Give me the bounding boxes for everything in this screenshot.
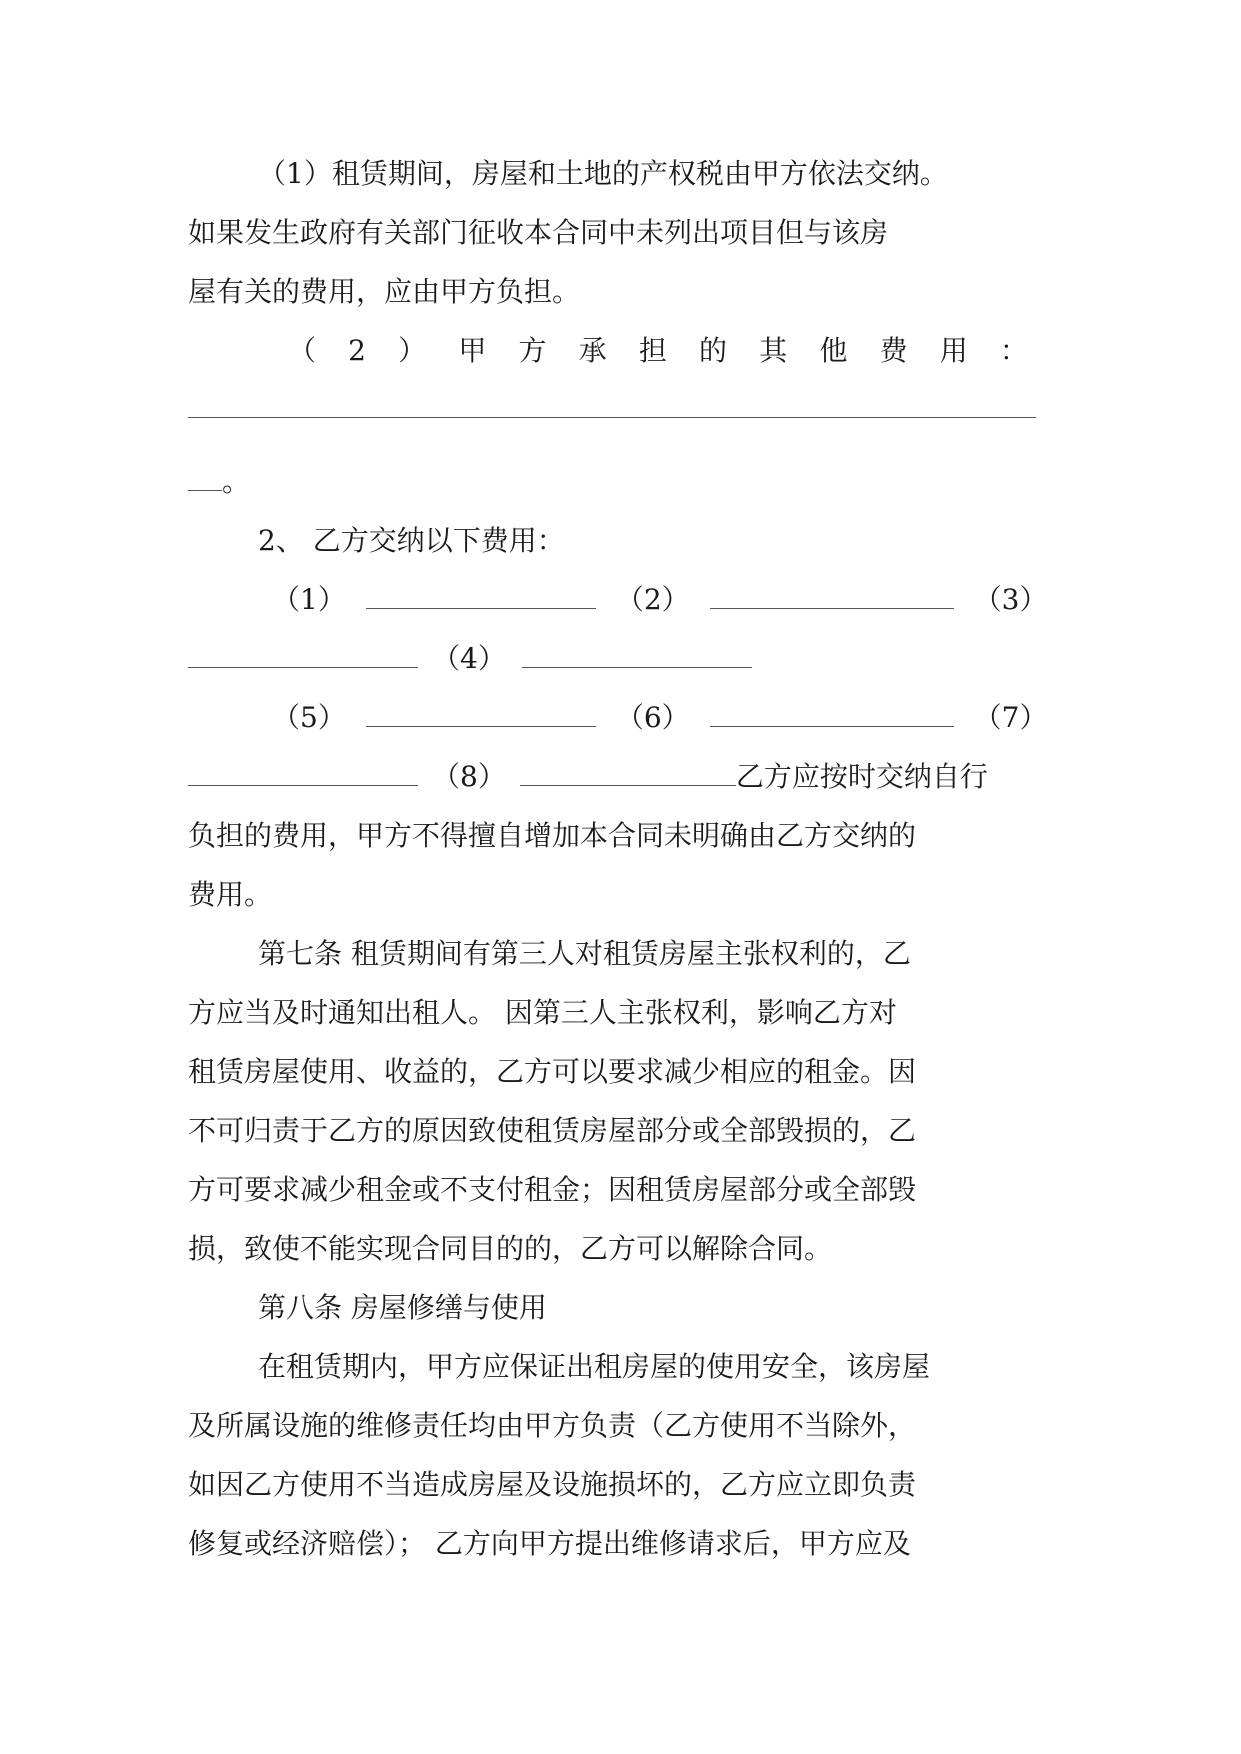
- spaced-heading-line: [288, 331, 1028, 371]
- fill-in-blank: [366, 582, 596, 609]
- fill-in-blank: [520, 759, 736, 786]
- period: 。: [222, 465, 251, 498]
- spaced-char: 担: [638, 334, 667, 367]
- spaced-char: 方: [518, 334, 547, 367]
- spaced-char: 费: [879, 334, 908, 367]
- spaced-char: （: [288, 334, 317, 367]
- fee-line: [272, 698, 1047, 738]
- spaced-char: ）: [398, 334, 427, 367]
- fee-label: （6）: [615, 701, 690, 734]
- fee-label: （5）: [272, 701, 346, 734]
- fill-in-blank: [710, 700, 954, 727]
- paragraph-line: （1）租赁期间，房屋和土地的产权税由甲方依法交纳。: [258, 157, 948, 190]
- fee-label: （4）: [432, 642, 506, 675]
- fee-label: （8）: [432, 760, 506, 793]
- paragraph-line: 负担的费用，甲方不得擅自增加本合同未明确由乙方交纳的: [188, 819, 917, 852]
- paragraph-line: 不可归责于乙方的原因致使租赁房屋部分或全部毁损的，乙: [188, 1114, 917, 1147]
- fee-label: （7）: [973, 701, 1048, 734]
- paragraph-line: 在租赁期内，甲方应保证出租房屋的使用安全，该房屋: [258, 1350, 931, 1383]
- spaced-char: 的: [699, 334, 728, 367]
- fee-tail-text: 乙方应按时交纳自行: [735, 760, 988, 793]
- paragraph-line: [188, 462, 250, 502]
- fill-in-blank: [188, 464, 222, 491]
- fee-label: （1）: [272, 583, 346, 616]
- spaced-char: 承: [578, 334, 607, 367]
- paragraph-line: 损，致使不能实现合同目的的，乙方可以解除合同。: [188, 1232, 833, 1265]
- paragraph-line: 如果发生政府有关部门征收本合同中未列出项目但与该房: [188, 216, 889, 249]
- spaced-char: 甲: [458, 334, 487, 367]
- paragraph-line: 方应当及时通知出租人。 因第三人主张权利，影响乙方对: [188, 996, 897, 1029]
- fill-in-blank: [188, 641, 418, 668]
- paragraph-line: 方可要求减少租金或不支付租金；因租赁房屋部分或全部毁: [188, 1173, 917, 1206]
- fee-line: [188, 757, 988, 797]
- spaced-char: ：: [999, 334, 1028, 367]
- paragraph-line: 费用。: [188, 878, 273, 911]
- fee-line: [188, 639, 752, 679]
- paragraph-line: 及所属设施的维修责任均由甲方负责（乙方使用不当除外，: [188, 1409, 917, 1442]
- fill-in-blank: [522, 641, 752, 668]
- paragraph-line: 第七条 租赁期间有第三人对租赁房屋主张权利的，乙: [258, 937, 911, 970]
- spaced-char: 2: [348, 334, 366, 367]
- paragraph-line: 屋有关的费用，应由甲方负担。: [188, 275, 581, 308]
- fee-line: [272, 580, 1047, 620]
- paragraph-line: 2、 乙方交纳以下费用：: [258, 524, 565, 557]
- paragraph-line: 如因乙方使用不当造成房屋及设施损坏的，乙方应立即负责: [188, 1468, 917, 1501]
- fill-in-blank: [710, 582, 954, 609]
- fee-label: （3）: [973, 583, 1048, 616]
- fee-label: （2）: [615, 583, 690, 616]
- section-heading: 第八条 房屋修缮与使用: [258, 1291, 547, 1324]
- fill-in-blank: [366, 700, 596, 727]
- spaced-char: 他: [819, 334, 848, 367]
- spaced-char: 其: [759, 334, 788, 367]
- spaced-char: 用: [939, 334, 968, 367]
- paragraph-line: 修复或经济赔偿）； 乙方向甲方提出维修请求后，甲方应及: [188, 1527, 911, 1560]
- fill-in-blank: [188, 759, 418, 786]
- fill-in-blank-line: [188, 417, 1036, 418]
- paragraph-line: 租赁房屋使用、收益的，乙方可以要求减少相应的租金。因: [188, 1055, 917, 1088]
